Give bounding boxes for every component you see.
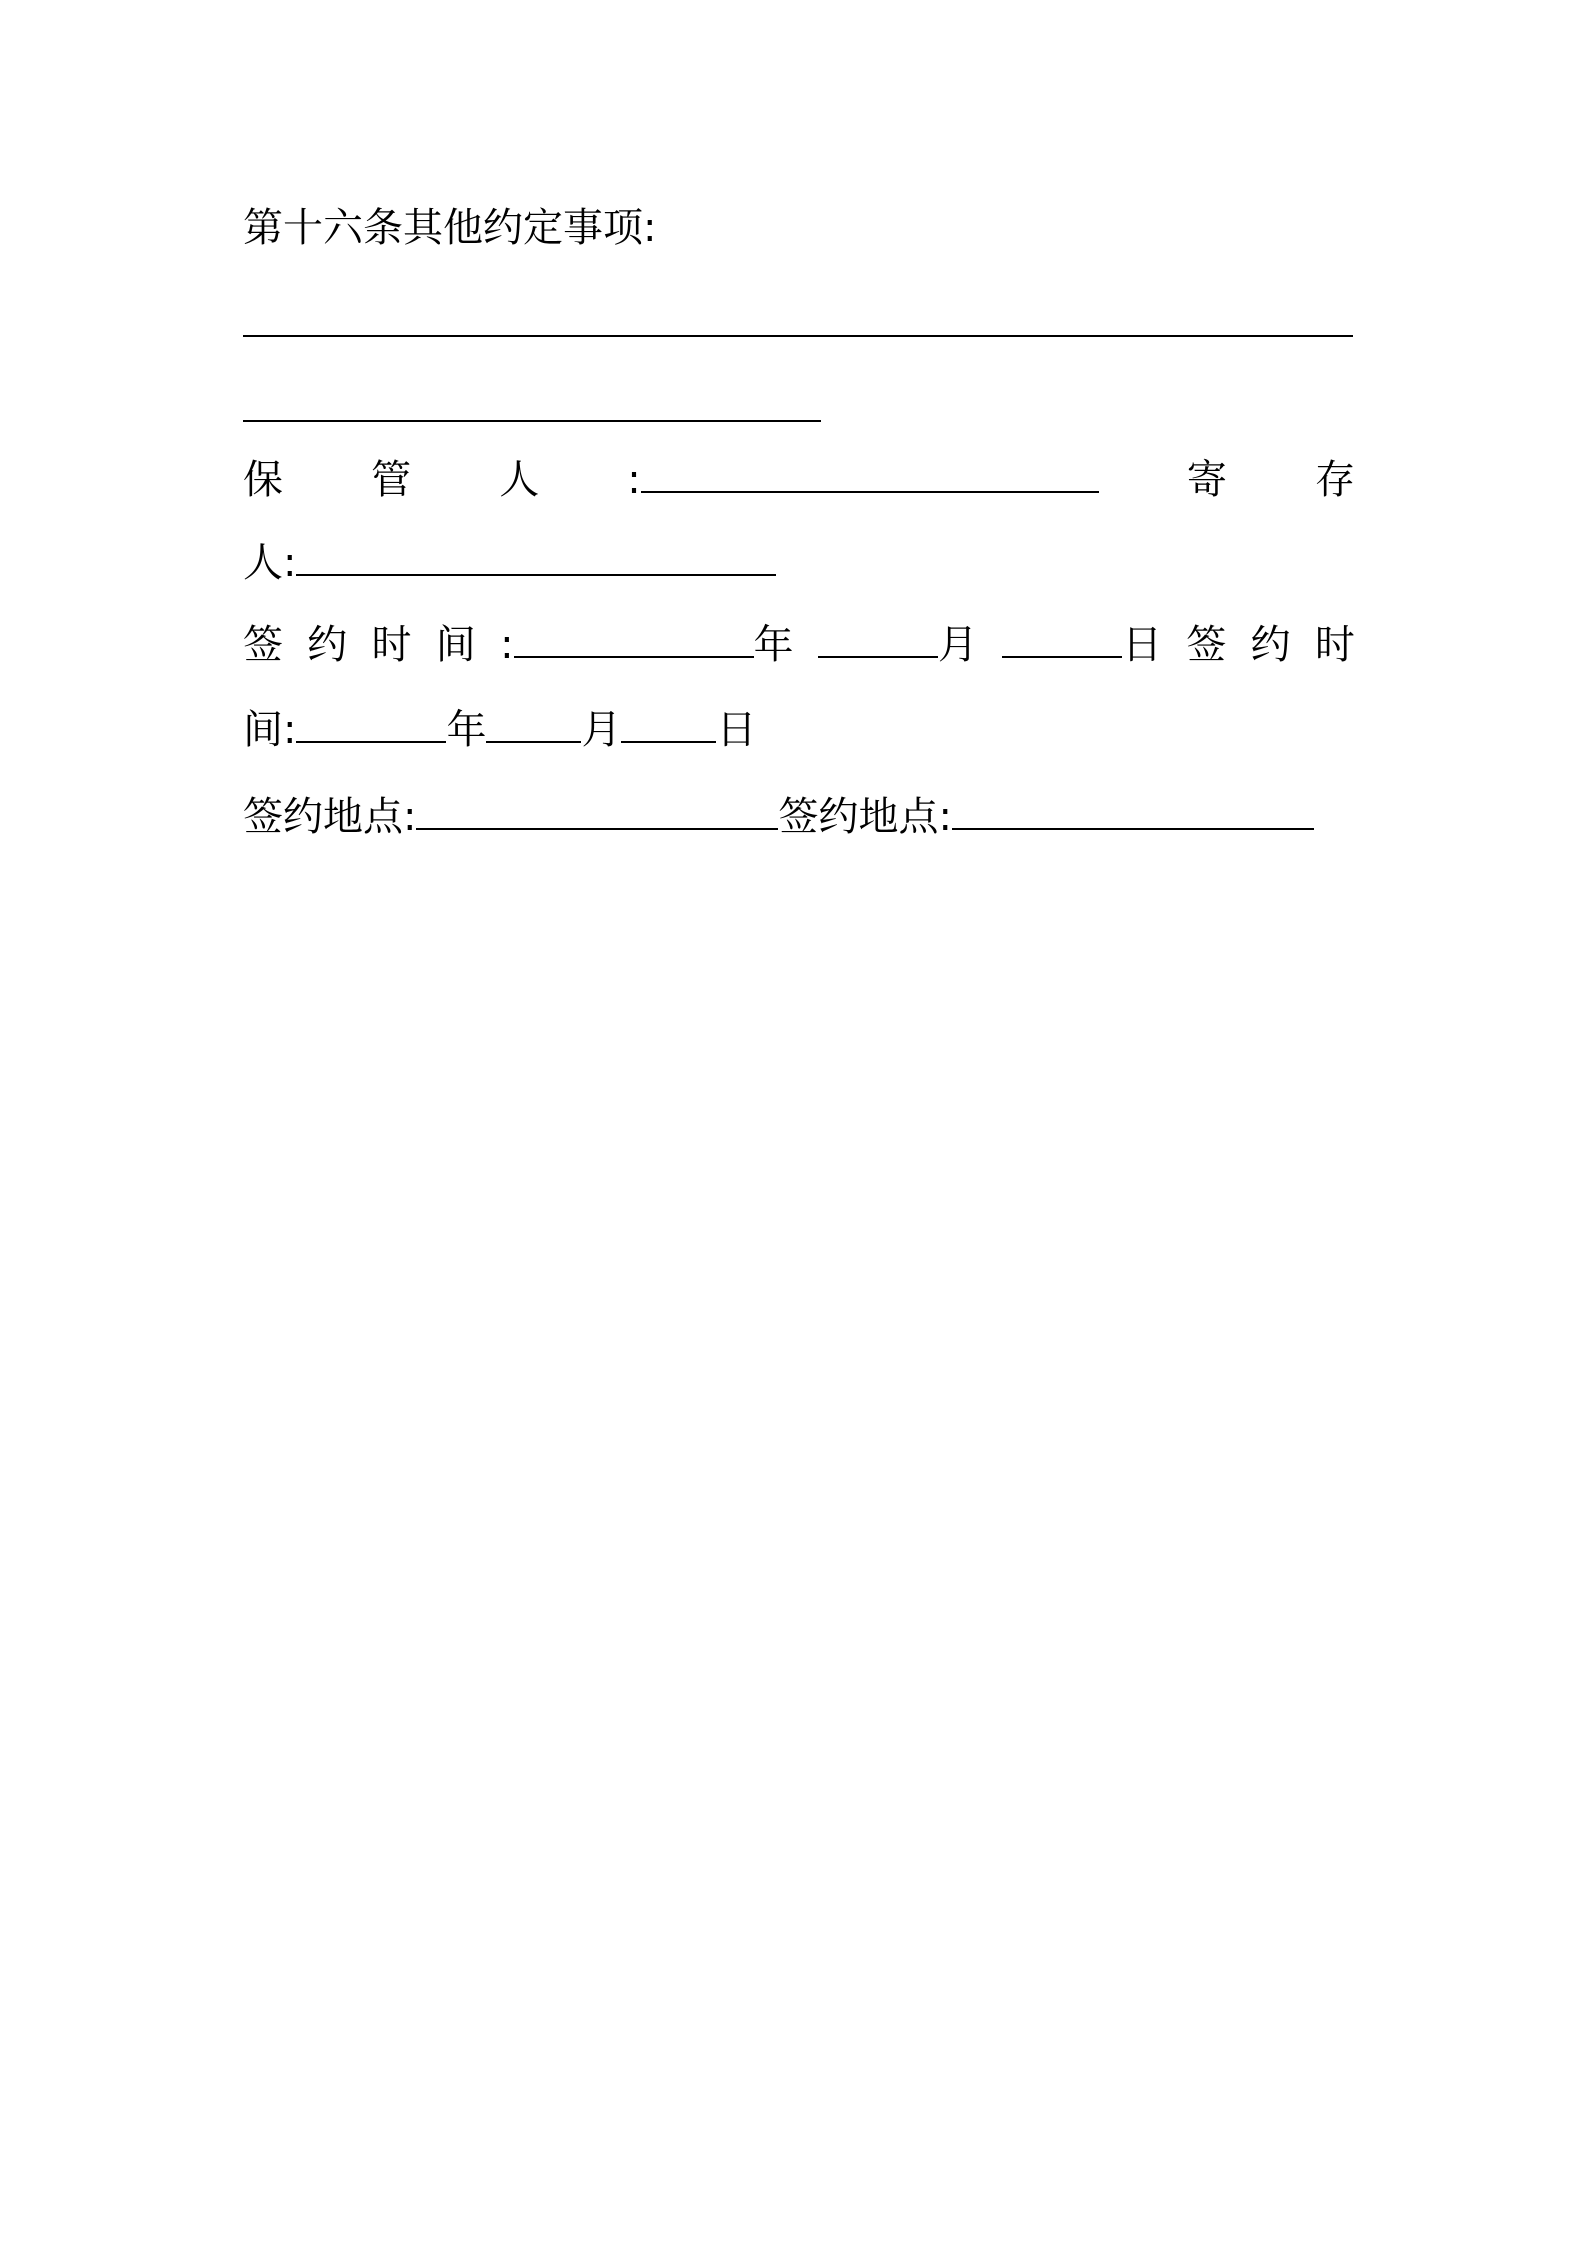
custodian-char-2: 管 <box>371 457 412 503</box>
year-label-1: 年 <box>753 622 794 668</box>
month-label-1: 月 <box>937 622 978 668</box>
month-label-2: 月 <box>581 707 622 753</box>
signing-time-char-7: 时 <box>1314 622 1355 668</box>
signing-place-blank-2[interactable] <box>952 794 1314 830</box>
signing-time-char-3: 时 <box>371 622 412 668</box>
signing-time-month-field <box>818 620 978 670</box>
signing-time-day-field <box>1002 620 1162 670</box>
month-blank-1[interactable] <box>818 622 938 658</box>
month-blank-2[interactable] <box>486 707 581 743</box>
day-label-2: 日 <box>716 707 757 753</box>
custodian-char-3: 人 <box>499 457 540 503</box>
other-matters-blank-line-1[interactable] <box>243 335 1353 337</box>
signing-place-blank-1[interactable] <box>416 794 778 830</box>
year-label-2: 年 <box>446 707 487 753</box>
day-blank-2[interactable] <box>621 707 716 743</box>
year-blank-2[interactable] <box>296 707 446 743</box>
signing-time-label-end: 间: <box>243 707 297 753</box>
depositor-row <box>243 538 1355 588</box>
other-matters-blank-line-2[interactable] <box>243 420 821 422</box>
signing-time-char-4: 间 <box>435 622 476 668</box>
signing-time-row-2 <box>243 705 1355 755</box>
custodian-colon: : <box>627 457 641 503</box>
custodian-field <box>627 455 1098 505</box>
day-blank-1[interactable] <box>1002 622 1122 658</box>
article-heading-text: 第十六条其他约定事项: <box>243 205 657 251</box>
article-heading <box>243 203 1355 253</box>
signing-time-char-1: 签 <box>243 622 283 668</box>
signing-time-char-2: 约 <box>307 622 348 668</box>
signing-place-label-2: 签约地点: <box>778 794 952 840</box>
custodian-blank[interactable] <box>641 457 1099 493</box>
signing-time-year-field <box>500 620 793 670</box>
depositor-blank[interactable] <box>296 540 776 576</box>
signing-time-row-1 <box>243 620 1355 670</box>
signing-place-row <box>243 792 1355 842</box>
depositor-label-end: 人: <box>243 540 297 586</box>
signing-time-char-5: 签 <box>1186 622 1227 668</box>
depositor-char-2: 存 <box>1314 457 1355 503</box>
day-label-1: 日 <box>1122 622 1163 668</box>
signing-time-colon: : <box>500 622 514 668</box>
custodian-char-1: 保 <box>243 457 283 503</box>
year-blank-1[interactable] <box>514 622 754 658</box>
depositor-char-1: 寄 <box>1186 457 1227 503</box>
signing-place-label-1: 签约地点: <box>243 794 417 840</box>
custodian-row <box>243 455 1355 505</box>
signing-time-char-6: 约 <box>1250 622 1291 668</box>
